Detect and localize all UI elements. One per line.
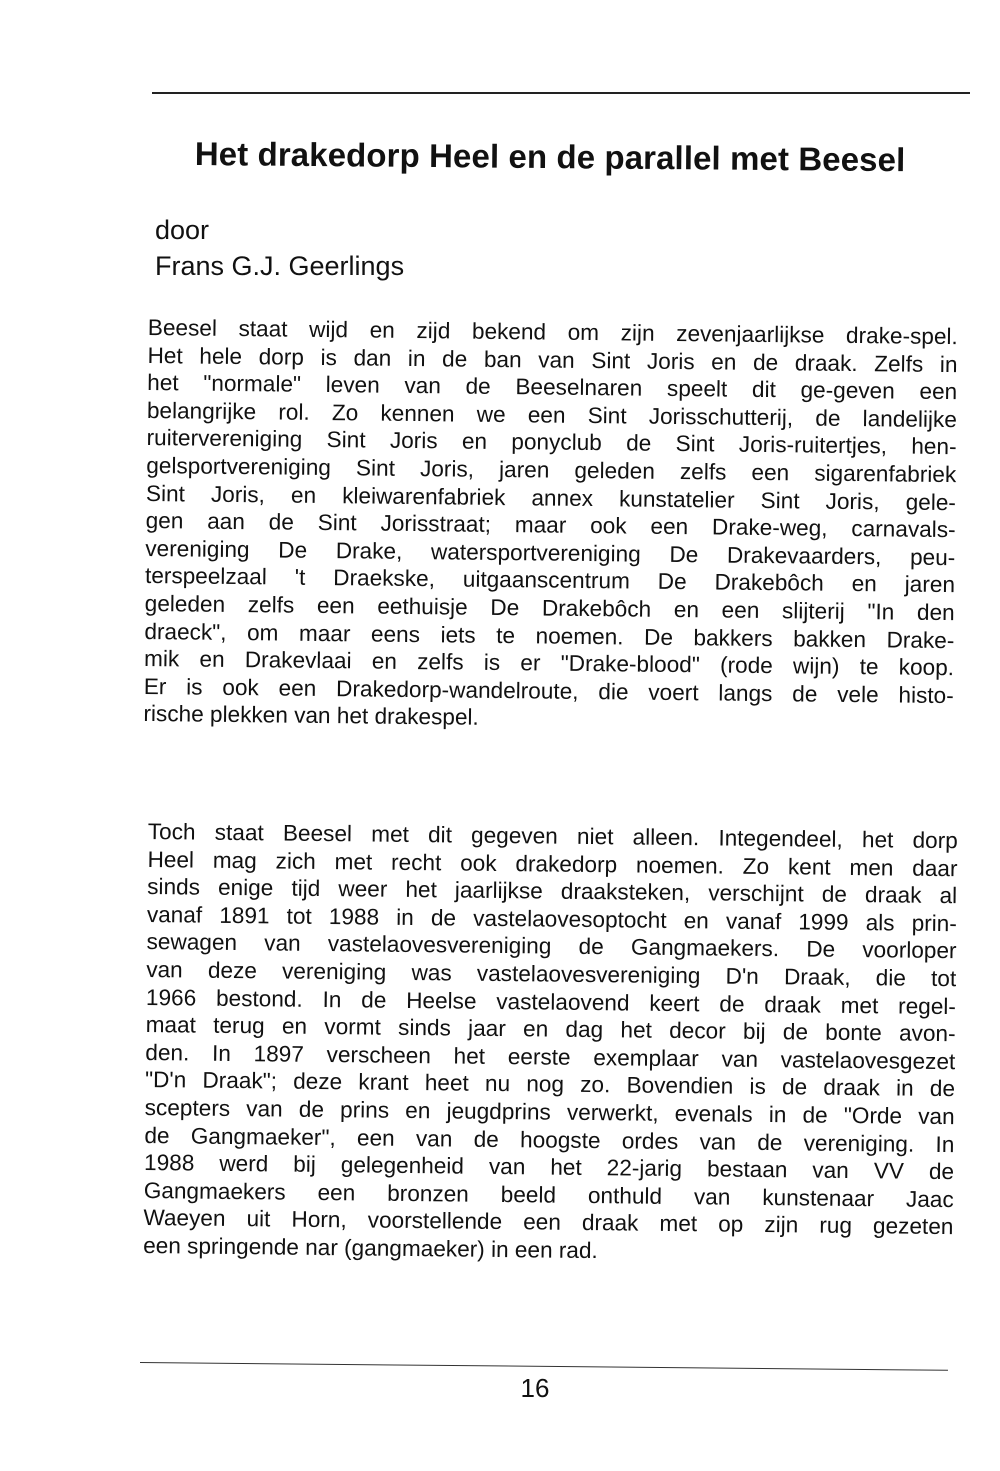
text-line: gelsportvereniging Sint Joris, jaren geleden zelfs een sigarenfabriek: [146, 452, 957, 488]
text-line: mik en Drakevlaai en zelfs is er "Drake-blood" (rode wijn) te koop.: [143, 646, 955, 681]
text-line: "D'n Draak"; deze krant heet nu nog zo. Bovendien is de draak in de: [144, 1067, 956, 1102]
text-line: een springende nar (gangmaeker) in een rad.: [143, 1232, 598, 1264]
text-line: scepters van de prins en jeugdprins verwerkt, evenals in de "Orde van: [144, 1094, 955, 1130]
text-line: Heel mag zich met recht ook drakedorp noemen. Zo kent men daar: [147, 846, 958, 881]
text-line: terspeelzaal 't Draekske, uitgaanscentrum De Drakebôch en jaren: [144, 563, 956, 598]
page-number: 16: [520, 1373, 550, 1403]
text-line: Beesel staat wijd en zijd bekend om zijn zevenjaarlijkse drake-spel.: [147, 314, 958, 350]
bottom-rule: [140, 1362, 948, 1371]
text-line: 1966 bestond. In de Heelse vastelaovend keert de draak met regel-: [145, 984, 957, 1019]
text-line: van deze vereniging was vastelaovesvereniging D'n Draak, die tot: [146, 956, 957, 992]
text-line: geleden zelfs een eethuisje De Drakebôch en een slijterij "In den: [144, 590, 955, 626]
text-line: sewagen van vastelaovesvereniging de Gangmaekers. De voorloper: [146, 929, 957, 964]
text-line: rische plekken van het drakespel.: [143, 701, 479, 731]
text-line: maat terug en vormt sinds jaar en dag het decor bij de bonte avon-: [145, 1012, 956, 1047]
paragraph-1: [143, 314, 958, 737]
text-line: vereniging De Drake, watersportvereniging De Drakevaarders, peu-: [145, 535, 956, 570]
text-line: Sint Joris, en kleiwarenfabriek annex kunstatelier Sint Joris, gele-: [145, 480, 957, 515]
text-line: Gangmaekers een bronzen beeld onthuld van kunstenaar Jaac: [143, 1177, 954, 1212]
paragraph-2: [143, 818, 958, 1269]
byline-prefix: door: [155, 215, 210, 245]
author-name: Frans G.J. Geerlings: [155, 251, 405, 281]
text-line: sinds enige tijd weer het jaarlijkse draaksteken, verschijnt de draak al: [147, 874, 958, 909]
text-line: Er is ook een Drakedorp-wandelroute, die voert langs de vele histo-: [143, 673, 954, 708]
text-line: 1988 werd bij gelegenheid van het 22-jarig bestaan van VV de: [143, 1150, 955, 1185]
text-line: Waeyen uit Horn, voorstellende een draak met op zijn rug gezeten: [143, 1205, 954, 1240]
text-line: vanaf 1891 tot 1988 in de vastelaovesoptocht en vanaf 1999 als prin-: [146, 901, 957, 936]
text-line: draeck", om maar eens iets te noemen. De bakkers bakken Drake-: [144, 618, 955, 653]
text-line: de Gangmaeker", een van de hoogste ordes van de vereniging. In: [144, 1122, 955, 1157]
text-line: ruitervereniging Sint Joris en ponyclub de Sint Joris-ruitertjes, hen-: [146, 425, 957, 460]
text-line: belangrijke rol. Zo kennen we een Sint Jorisschutterij, de landelijke: [146, 397, 957, 432]
article-title: Het drakedorp Heel en de parallel met Beesel: [194, 134, 906, 179]
text-line: gen aan de Sint Jorisstraat; maar ook een Drake-weg, carnavals-: [145, 508, 956, 543]
text-line: Het hele dorp is dan in de ban van Sint Joris en de draak. Zelfs in: [147, 342, 958, 377]
text-line: Toch staat Beesel met dit gegeven niet alleen. Integendeel, het dorp: [147, 818, 958, 854]
byline: [155, 212, 404, 284]
text-line: het "normale" leven van de Beeselnaren speelt dit ge-geven een: [147, 370, 958, 405]
text-line: den. In 1897 verscheen het eerste exemplaar van vastelaovesgezet: [145, 1039, 956, 1074]
top-rule: [152, 92, 970, 94]
